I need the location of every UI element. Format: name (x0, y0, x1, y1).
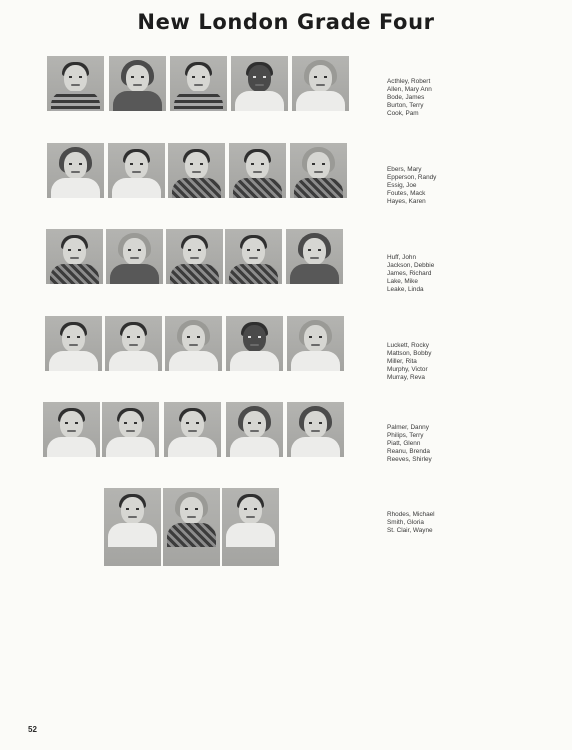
student-photo (104, 488, 161, 566)
student-name: Piatt, Glenn (387, 440, 421, 447)
student-photo (109, 56, 166, 111)
student-name: St. Clair, Wayne (387, 527, 433, 534)
student-name: Jackson, Debbie (387, 262, 435, 269)
student-name: Leake, Linda (387, 286, 424, 293)
student-name: Bode, James (387, 94, 425, 101)
student-name: Smith, Gloria (387, 519, 424, 526)
student-name: Lake, Mike (387, 278, 418, 285)
student-photo (106, 229, 163, 284)
student-photo (222, 488, 279, 566)
student-photo (231, 56, 288, 111)
name-list (387, 78, 432, 118)
student-name: James, Richard (387, 270, 432, 277)
student-photo (46, 229, 103, 284)
student-name: Burton, Terry (387, 102, 424, 109)
student-name: Acthley, Robert (387, 78, 431, 85)
student-name: Hayes, Karen (387, 198, 426, 205)
student-photo (170, 56, 227, 111)
student-photo (168, 143, 225, 198)
student-photo (43, 402, 100, 457)
student-name: Foutes, Mack (387, 190, 426, 197)
student-photo (166, 229, 223, 284)
student-photo (290, 143, 347, 198)
student-name: Ebers, Mary (387, 166, 422, 173)
student-name: Reanu, Brenda (387, 448, 430, 455)
student-photo (226, 316, 283, 371)
student-photo (102, 402, 159, 457)
name-list (387, 342, 431, 382)
student-name: Epperson, Randy (387, 174, 437, 181)
student-photo (163, 488, 220, 566)
student-photo (105, 316, 162, 371)
student-photo (286, 229, 343, 284)
student-name: Miller, Rita (387, 358, 417, 365)
student-photo (47, 143, 104, 198)
name-list (387, 166, 436, 206)
student-name: Murray, Reva (387, 374, 425, 381)
student-name: Essig, Joe (387, 182, 417, 189)
student-name: Reeves, Shirley (387, 456, 432, 463)
student-name: Mattson, Bobby (387, 350, 432, 357)
page-number: 52 (28, 725, 37, 734)
page-title: New London Grade Four (137, 10, 435, 34)
student-name: Murphy, Victor (387, 366, 428, 373)
student-name: Luckett, Rocky (387, 342, 429, 349)
student-photo (225, 229, 282, 284)
student-photo (164, 402, 221, 457)
student-name: Palmer, Danny (387, 424, 429, 431)
student-photo (47, 56, 104, 111)
name-list (387, 424, 432, 464)
student-photo (45, 316, 102, 371)
student-photo (165, 316, 222, 371)
student-photo (287, 402, 344, 457)
student-name: Huff, John (387, 254, 417, 261)
student-name: Philips, Terry (387, 432, 424, 439)
student-name: Cook, Pam (387, 110, 419, 117)
student-name: Rhodes, Michael (387, 511, 435, 518)
student-photo (292, 56, 349, 111)
name-list (387, 254, 434, 294)
student-photo (229, 143, 286, 198)
student-photo (226, 402, 283, 457)
student-photo (287, 316, 344, 371)
student-name: Allen, Mary Ann (387, 86, 432, 93)
name-list (387, 511, 435, 535)
student-photo (108, 143, 165, 198)
